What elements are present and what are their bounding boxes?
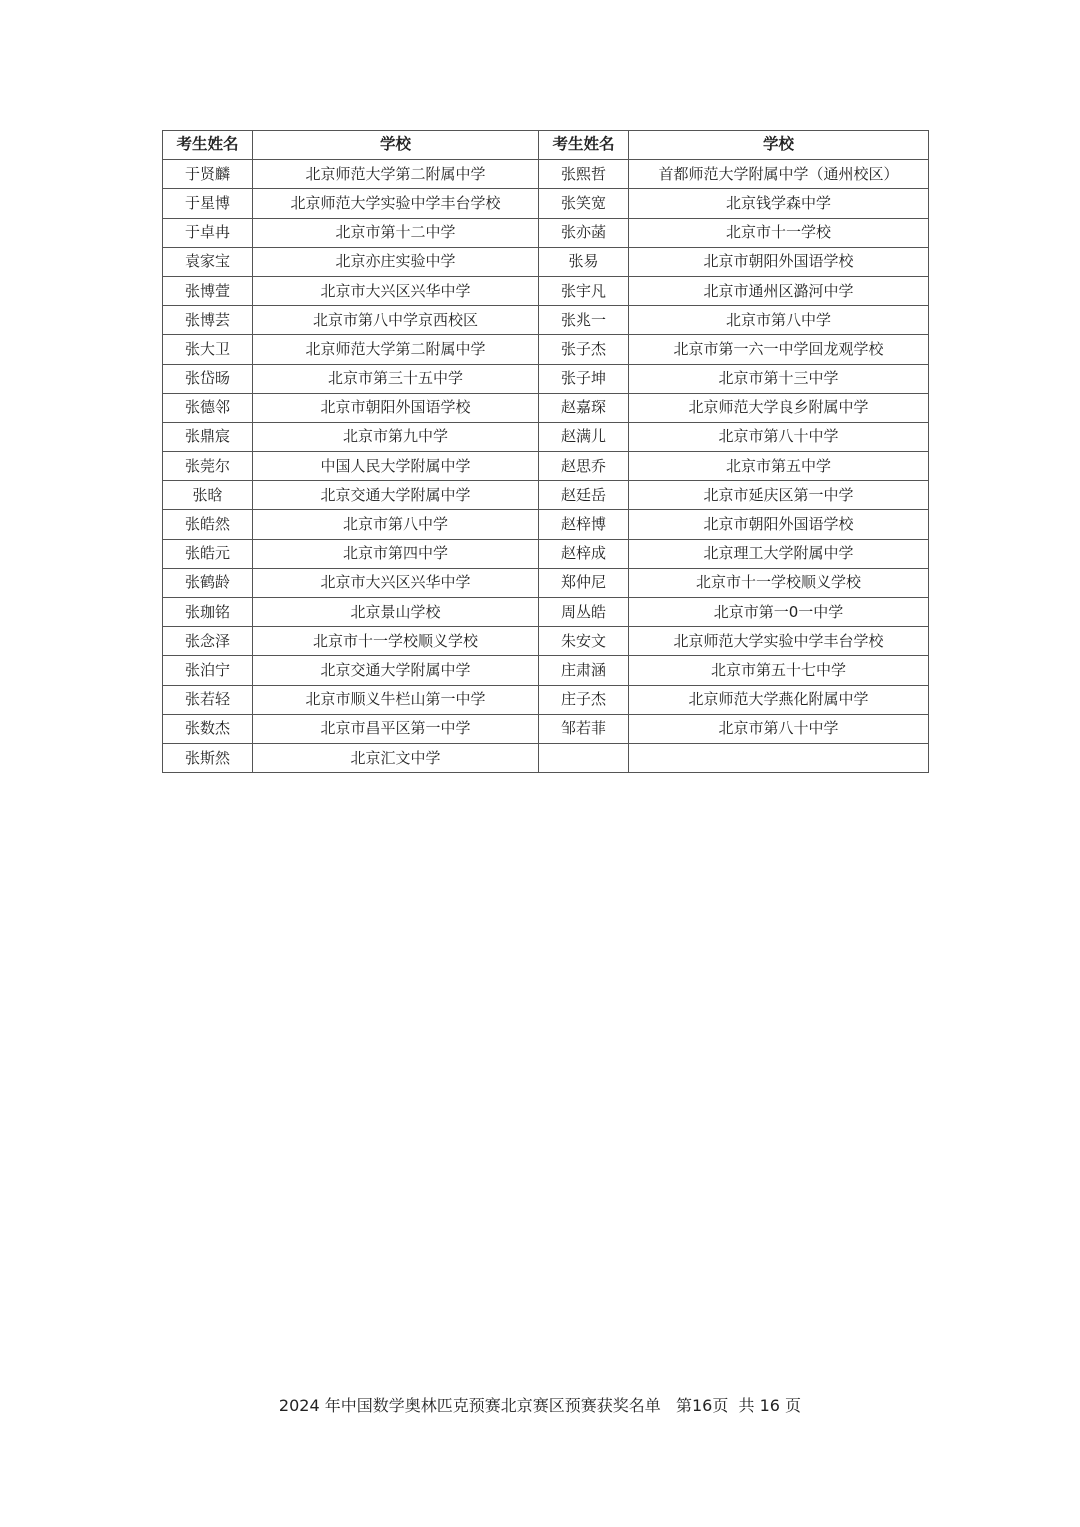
- cell-student-name-right: 张笑宽: [539, 189, 629, 218]
- cell-student-name-right: 郑仲尼: [539, 568, 629, 597]
- header-student-name-left: 考生姓名: [163, 131, 253, 160]
- table-row: [163, 218, 929, 247]
- table-row: [163, 189, 929, 218]
- table-header-row: [163, 131, 929, 160]
- table-row: [163, 568, 929, 597]
- table-row: [163, 335, 929, 364]
- table-row: [163, 247, 929, 276]
- cell-school-left: 北京交通大学附属中学: [253, 656, 539, 685]
- awards-table: [162, 130, 929, 773]
- table-row: [163, 627, 929, 656]
- table-row: [163, 598, 929, 627]
- table-row: [163, 539, 929, 568]
- cell-student-name-right: 张亦菡: [539, 218, 629, 247]
- cell-school-left: 北京师范大学实验中学丰台学校: [253, 189, 539, 218]
- cell-school-left: 北京亦庄实验中学: [253, 247, 539, 276]
- cell-student-name-right: 张熙哲: [539, 160, 629, 189]
- table-row: [163, 364, 929, 393]
- cell-student-name-left: 张大卫: [163, 335, 253, 364]
- table-row: [163, 276, 929, 305]
- cell-student-name-left: 张博芸: [163, 306, 253, 335]
- cell-school-right: 北京市十一学校: [629, 218, 929, 247]
- cell-school-right: [629, 743, 929, 772]
- cell-school-right: 北京市朝阳外国语学校: [629, 510, 929, 539]
- cell-student-name-right: 朱安文: [539, 627, 629, 656]
- cell-school-left: 北京市第十二中学: [253, 218, 539, 247]
- cell-student-name-left: 于贤麟: [163, 160, 253, 189]
- cell-student-name-left: 张博萱: [163, 276, 253, 305]
- cell-student-name-left: 张泊宁: [163, 656, 253, 685]
- cell-school-left: 北京市十一学校顺义学校: [253, 627, 539, 656]
- header-school-left: 学校: [253, 131, 539, 160]
- cell-school-right: 北京钱学森中学: [629, 189, 929, 218]
- cell-student-name-right: 张易: [539, 247, 629, 276]
- page-footer: 2024 年中国数学奥林匹克预赛北京赛区预赛获奖名单 第16页 共 16 页: [278, 1396, 802, 1415]
- cell-student-name-right: 庄肃涵: [539, 656, 629, 685]
- table-row: [163, 510, 929, 539]
- table-row: [163, 422, 929, 451]
- cell-student-name-right: 赵满儿: [539, 422, 629, 451]
- cell-school-right: 北京师范大学实验中学丰台学校: [629, 627, 929, 656]
- cell-student-name-left: 于星博: [163, 189, 253, 218]
- cell-student-name-left: 于卓冉: [163, 218, 253, 247]
- cell-student-name-right: 赵廷岳: [539, 481, 629, 510]
- cell-school-right: 北京市第八中学: [629, 306, 929, 335]
- cell-student-name-right: 庄子杰: [539, 685, 629, 714]
- cell-student-name-right: 赵梓博: [539, 510, 629, 539]
- header-school-right: 学校: [629, 131, 929, 160]
- table-body: [163, 160, 929, 773]
- cell-student-name-right: 张子杰: [539, 335, 629, 364]
- cell-student-name-left: 张皓元: [163, 539, 253, 568]
- cell-student-name-right: 赵思乔: [539, 452, 629, 481]
- cell-school-left: 中国人民大学附属中学: [253, 452, 539, 481]
- table-row: [163, 306, 929, 335]
- cell-school-left: 北京师范大学第二附属中学: [253, 160, 539, 189]
- table-row: [163, 656, 929, 685]
- cell-student-name-left: 张数杰: [163, 714, 253, 743]
- table-row: [163, 452, 929, 481]
- cell-student-name-right: 赵嘉琛: [539, 393, 629, 422]
- cell-student-name-left: 张皓然: [163, 510, 253, 539]
- cell-student-name-left: 张斯然: [163, 743, 253, 772]
- cell-school-right: 北京市第一六一中学回龙观学校: [629, 335, 929, 364]
- cell-school-left: 北京市第三十五中学: [253, 364, 539, 393]
- cell-student-name-right: 赵梓成: [539, 539, 629, 568]
- cell-student-name-left: 张珈铭: [163, 598, 253, 627]
- cell-school-right: 北京市十一学校顺义学校: [629, 568, 929, 597]
- cell-student-name-right: 张子坤: [539, 364, 629, 393]
- cell-school-right: 北京市第十三中学: [629, 364, 929, 393]
- cell-school-right: 首都师范大学附属中学（通州校区）: [629, 160, 929, 189]
- cell-student-name-left: 张鹤龄: [163, 568, 253, 597]
- cell-school-left: 北京市第九中学: [253, 422, 539, 451]
- cell-student-name-left: 张岱旸: [163, 364, 253, 393]
- table-row: [163, 685, 929, 714]
- cell-student-name-left: 袁家宝: [163, 247, 253, 276]
- cell-school-left: 北京师范大学第二附属中学: [253, 335, 539, 364]
- cell-school-left: 北京景山学校: [253, 598, 539, 627]
- cell-school-right: 北京市第八十中学: [629, 714, 929, 743]
- table-row: [163, 160, 929, 189]
- cell-student-name-right: 张兆一: [539, 306, 629, 335]
- cell-school-left: 北京市昌平区第一中学: [253, 714, 539, 743]
- cell-student-name-left: 张念泽: [163, 627, 253, 656]
- cell-school-right: 北京市第八十中学: [629, 422, 929, 451]
- table-row: [163, 481, 929, 510]
- cell-student-name-left: 张晗: [163, 481, 253, 510]
- cell-school-left: 北京市顺义牛栏山第一中学: [253, 685, 539, 714]
- cell-student-name-right: 张宇凡: [539, 276, 629, 305]
- cell-student-name-right: 邹若菲: [539, 714, 629, 743]
- cell-school-right: 北京市第一0一中学: [629, 598, 929, 627]
- cell-school-left: 北京市朝阳外国语学校: [253, 393, 539, 422]
- cell-student-name-right: 周丛皓: [539, 598, 629, 627]
- table-row: [163, 714, 929, 743]
- cell-school-right: 北京市朝阳外国语学校: [629, 247, 929, 276]
- cell-school-left: 北京交通大学附属中学: [253, 481, 539, 510]
- cell-school-right: 北京市第五中学: [629, 452, 929, 481]
- cell-school-right: 北京师范大学燕化附属中学: [629, 685, 929, 714]
- cell-school-left: 北京市第四中学: [253, 539, 539, 568]
- table-row: [163, 393, 929, 422]
- cell-school-left: 北京汇文中学: [253, 743, 539, 772]
- table-row: [163, 743, 929, 772]
- cell-student-name-left: 张莞尔: [163, 452, 253, 481]
- cell-school-right: 北京市延庆区第一中学: [629, 481, 929, 510]
- cell-student-name-right: [539, 743, 629, 772]
- cell-school-left: 北京市第八中学: [253, 510, 539, 539]
- cell-student-name-left: 张鼎宸: [163, 422, 253, 451]
- cell-school-right: 北京师范大学良乡附属中学: [629, 393, 929, 422]
- cell-school-right: 北京理工大学附属中学: [629, 539, 929, 568]
- cell-school-left: 北京市大兴区兴华中学: [253, 276, 539, 305]
- cell-school-left: 北京市大兴区兴华中学: [253, 568, 539, 597]
- cell-student-name-left: 张德邻: [163, 393, 253, 422]
- cell-school-right: 北京市第五十七中学: [629, 656, 929, 685]
- cell-student-name-left: 张若轻: [163, 685, 253, 714]
- cell-school-left: 北京市第八中学京西校区: [253, 306, 539, 335]
- cell-school-right: 北京市通州区潞河中学: [629, 276, 929, 305]
- header-student-name-right: 考生姓名: [539, 131, 629, 160]
